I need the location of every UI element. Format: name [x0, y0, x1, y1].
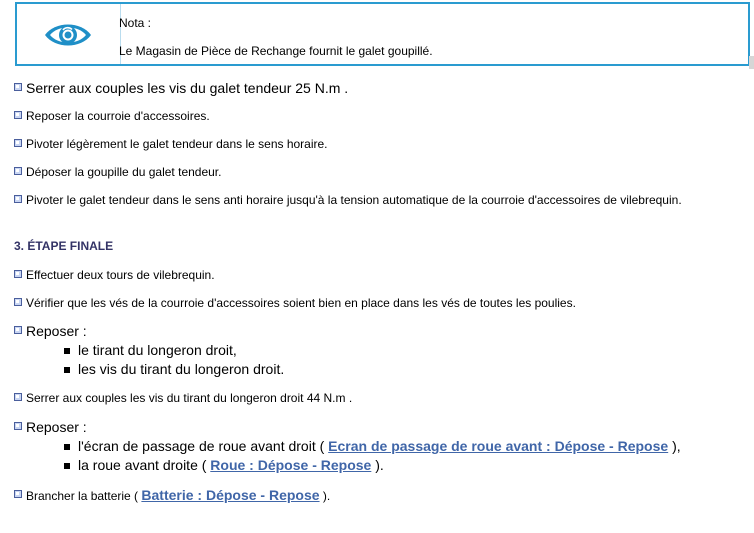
step-item	[14, 419, 754, 435]
step-text: Serrer aux couples les vis du tirant du longeron droit 44 N.m .	[26, 391, 353, 405]
note-box	[15, 2, 750, 66]
sub-list	[14, 341, 754, 379]
link-batterie[interactable]: Batterie : Dépose - Repose	[141, 487, 320, 503]
eye-icon	[43, 20, 93, 50]
sub-list	[14, 437, 754, 475]
bullet-icon	[14, 195, 22, 203]
bullet-icon	[14, 422, 22, 430]
step-item	[14, 80, 754, 96]
section-heading: 3. ÉTAPE FINALE	[14, 239, 114, 253]
bullet-icon	[14, 270, 22, 278]
bullet-icon	[14, 167, 22, 175]
step-text: Brancher la batterie (	[26, 489, 142, 503]
step-text: Pivoter le galet tendeur dans le sens anti horaire jusqu'à la tension automatique de la courroie d'accessoires de vilebrequin.	[26, 193, 682, 207]
step-text: Déposer la goupille du galet tendeur.	[26, 165, 222, 179]
step-text: Vérifier que les vés de la courroie d'accessoires soient bien en place dans les vés de toutes les poulies.	[26, 296, 576, 310]
step-text: Reposer la courroie d'accessoires.	[26, 109, 210, 123]
step-item	[14, 390, 754, 406]
step-item: Brancher la batterie ( Batterie : Dépose - Repose ).	[14, 487, 754, 504]
sub-item: le tirant du longeron droit,	[14, 341, 754, 360]
bullet-icon	[14, 326, 22, 334]
step-text: Effectuer deux tours de vilebrequin.	[26, 268, 215, 282]
step-item	[14, 323, 754, 339]
sub-item: les vis du tirant du longeron droit.	[14, 360, 754, 379]
note-title: Nota :	[119, 16, 152, 30]
square-bullet-icon	[64, 348, 70, 354]
step-item	[14, 164, 754, 180]
note-icon-cell	[17, 4, 121, 64]
bullet-icon	[14, 139, 22, 147]
bullet-icon	[14, 111, 22, 119]
procedure-content	[14, 80, 754, 504]
bullet-icon	[14, 298, 22, 306]
step-item	[14, 267, 754, 283]
square-bullet-icon	[64, 463, 70, 469]
note-text: Le Magasin de Pièce de Rechange fournit le galet goupillé.	[119, 44, 433, 58]
bullet-icon	[14, 83, 22, 91]
sub-item: l'écran de passage de roue avant droit ( Ecran de passage de roue avant : Dépose - Repose ),	[14, 437, 754, 456]
step-item	[14, 108, 754, 124]
link-roue[interactable]: Roue : Dépose - Repose	[210, 457, 372, 473]
step-item	[14, 295, 754, 311]
square-bullet-icon	[64, 444, 70, 450]
step-item	[14, 136, 754, 152]
sub-item: la roue avant droite ( Roue : Dépose - Repose ).	[14, 456, 754, 475]
square-bullet-icon	[64, 367, 70, 373]
step-text: Pivoter légèrement le galet tendeur dans le sens horaire.	[26, 137, 328, 151]
scrollbar-thumb[interactable]	[749, 56, 754, 69]
bullet-icon	[14, 490, 22, 498]
step-text: Reposer :	[26, 323, 87, 339]
link-ecran-passage-roue[interactable]: Ecran de passage de roue avant : Dépose - Repose	[328, 438, 669, 454]
step-item	[14, 192, 754, 208]
bullet-icon	[14, 393, 22, 401]
step-text: Reposer :	[26, 419, 87, 435]
step-text: Serrer aux couples les vis du galet tendeur 25 N.m .	[26, 80, 349, 96]
